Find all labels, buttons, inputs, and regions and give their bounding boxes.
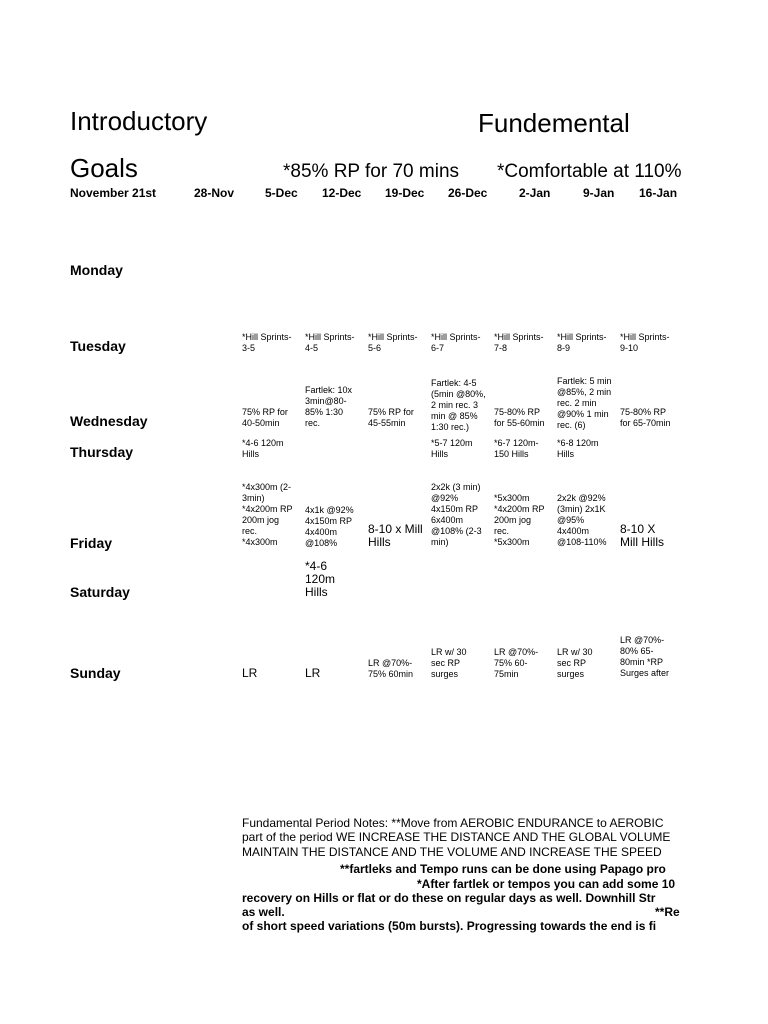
friday-cell: 4x1k @92% 4x150m RP 4x400m @108% bbox=[305, 505, 354, 548]
notes-line: as well. bbox=[242, 905, 285, 919]
sunday-cell: LR w/ 30 sec RP surges bbox=[431, 647, 467, 679]
date-header: November 21st bbox=[70, 186, 157, 200]
wednesday-cell: 75-80% RP for 65-70min bbox=[620, 407, 671, 428]
notes-line: **Re bbox=[655, 905, 680, 919]
thursday-cell: *6-7 120m- 150 Hills bbox=[494, 438, 539, 459]
notes-line: recovery on Hills or flat or do these on regular days as well. Downhill Str bbox=[242, 891, 656, 905]
friday-cell: *5x300m *4x200m RP 200m jog rec. *5x300m bbox=[494, 493, 545, 547]
friday-cell: *4x300m (2- 3min) *4x200m RP 200m jog rec. *4x300m bbox=[242, 482, 293, 547]
goal-85-rp: *85% RP for 70 mins bbox=[283, 161, 460, 182]
tuesday-cell: *Hill Sprints- 3-5 bbox=[242, 332, 292, 353]
date-header: 26-Dec bbox=[448, 186, 488, 200]
date-header: 2-Jan bbox=[519, 186, 551, 200]
notes-line: MAINTAIN THE DISTANCE AND THE VOLUME AND INCREASE THE SPEED bbox=[242, 845, 662, 859]
date-header: 9-Jan bbox=[583, 186, 615, 200]
sunday-cell: LR @70%- 80% 65- 80min *RP Surges after bbox=[620, 635, 670, 678]
day-label-saturday: Saturday bbox=[70, 584, 130, 600]
friday-cell: 8-10 X Mill Hills bbox=[620, 522, 664, 549]
phase-introductory-title: Introductory bbox=[70, 106, 208, 136]
date-header: 16-Jan bbox=[639, 186, 678, 200]
wednesday-cell: Fartlek: 4-5 (5min @80%, 2 min rec. 3 min @ 85% 1:30 rec.) bbox=[431, 378, 486, 432]
date-header: 28-Nov bbox=[194, 186, 235, 200]
wednesday-cell: Fartlek: 5 min @85%, 2 min rec. 2 min @90% 1 min rec. (6) bbox=[557, 376, 612, 430]
thursday-cell: *4-6 120m Hills bbox=[242, 438, 284, 459]
friday-cell: 8-10 x Mill Hills bbox=[368, 522, 423, 549]
friday-cell: 2x2k (3 min) @92% 4x150m RP 6x400m @108% (2-3 min) bbox=[431, 482, 482, 547]
wednesday-cell: 75% RP for 45-55min bbox=[368, 407, 414, 428]
tuesday-cell: *Hill Sprints- 8-9 bbox=[557, 332, 607, 353]
day-label-wednesday: Wednesday bbox=[70, 413, 148, 429]
sunday-cell: LR @70%- 75% 60- 75min bbox=[494, 647, 539, 679]
tuesday-cell: *Hill Sprints- 9-10 bbox=[620, 332, 670, 353]
day-label-sunday: Sunday bbox=[70, 665, 121, 681]
date-header: 12-Dec bbox=[322, 186, 362, 200]
phase-fundemental-title: Fundemental bbox=[478, 108, 630, 138]
day-label-thursday: Thursday bbox=[70, 444, 134, 460]
day-label-monday: Monday bbox=[70, 262, 123, 278]
notes-line: of short speed variations (50m bursts). Progressing towards the end is fi bbox=[242, 919, 657, 933]
thursday-cell: *6-8 120m Hills bbox=[557, 438, 599, 459]
goal-comfortable: *Comfortable at 110% bbox=[497, 161, 682, 182]
sunday-cell: LR w/ 30 sec RP surges bbox=[557, 647, 593, 679]
friday-cell: 2x2k @92% (3min) 2x1K @95% 4x400m @108-110% bbox=[557, 493, 607, 547]
tuesday-cell: *Hill Sprints- 4-5 bbox=[305, 332, 355, 353]
wednesday-cell: Fartlek: 10x 3min@80- 85% 1:30 rec. bbox=[305, 385, 353, 428]
saturday-cell: *4-6 120m Hills bbox=[305, 559, 336, 599]
tuesday-cell: *Hill Sprints- 7-8 bbox=[494, 332, 544, 353]
thursday-cell: *5-7 120m Hills bbox=[431, 438, 473, 459]
sunday-cell: LR @70%- 75% 60min bbox=[368, 658, 414, 679]
date-header: 19-Dec bbox=[385, 186, 425, 200]
notes-line: **fartleks and Tempo runs can be done using Papago pro bbox=[340, 862, 666, 876]
tuesday-cell: *Hill Sprints- 6-7 bbox=[431, 332, 481, 353]
notes-line: part of the period WE INCREASE THE DISTANCE AND THE GLOBAL VOLUME bbox=[242, 830, 671, 844]
wednesday-cell: 75% RP for 40-50min bbox=[242, 407, 288, 428]
date-header: 5-Dec bbox=[265, 186, 298, 200]
notes-line: *After fartlek or tempos you can add some 10 bbox=[417, 877, 676, 891]
day-label-friday: Friday bbox=[70, 535, 113, 551]
sunday-cell: LR bbox=[242, 666, 258, 680]
notes-line: Fundamental Period Notes: **Move from AEROBIC ENDURANCE to AEROBIC bbox=[242, 816, 664, 830]
tuesday-cell: *Hill Sprints- 5-6 bbox=[368, 332, 418, 353]
day-label-tuesday: Tuesday bbox=[70, 338, 126, 354]
sunday-cell: LR bbox=[305, 666, 321, 680]
wednesday-cell: 75-80% RP for 55-60min bbox=[494, 407, 545, 428]
goals-label: Goals bbox=[70, 153, 138, 183]
